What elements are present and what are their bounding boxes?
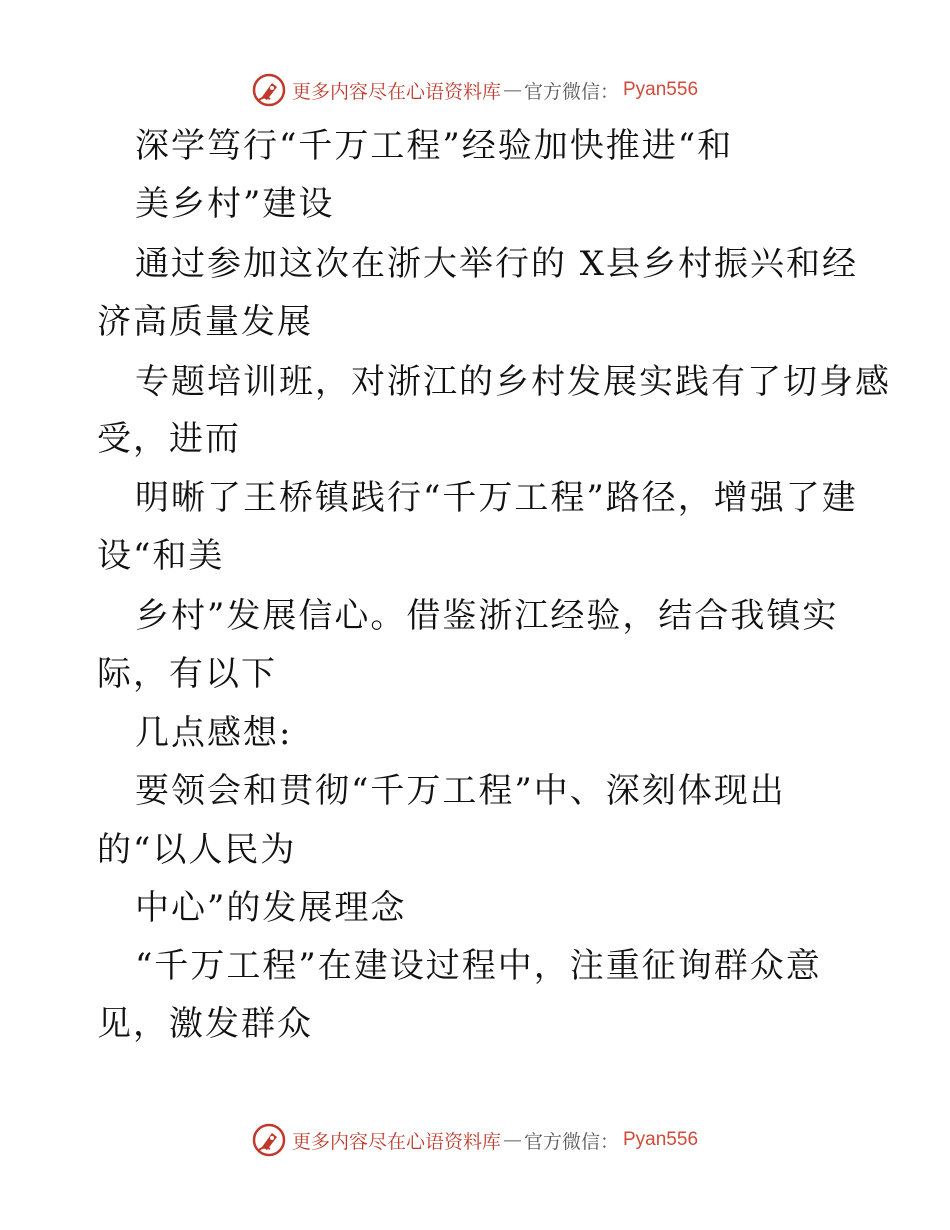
- body-line: 通过参加这次在浙大举行的 X县乡村振兴和经: [135, 244, 859, 284]
- body-line: 受，进而: [97, 419, 241, 459]
- body-line: “千万工程”在建设过程中，注重征询群众意: [135, 946, 822, 986]
- header-watermark: [0, 70, 950, 110]
- body-line: 乡村”发展信心。借鉴浙江经验，结合我镇实: [135, 596, 839, 636]
- watermark-official-label: 官方微信：: [523, 1130, 619, 1153]
- pen-nib-logo-icon: [252, 1123, 286, 1157]
- footer-watermark: [0, 1120, 950, 1160]
- body-line: 美乡村”建设: [135, 184, 335, 224]
- body-line: 要领会和贯彻“千万工程”中、深刻体现出: [135, 771, 786, 811]
- body-line: 的“以人民为: [97, 830, 297, 870]
- watermark-wechat-id: Pyan556: [623, 1129, 699, 1150]
- body-line: 设“和美: [97, 536, 225, 576]
- watermark-dash: —: [502, 1129, 522, 1151]
- body-line: 几点感想:: [135, 713, 293, 753]
- watermark-official-label: 官方微信：: [523, 80, 619, 103]
- watermark-main-text: 更多内容尽在心语资料库: [291, 1130, 501, 1153]
- body-line: 济高质量发展: [97, 302, 313, 342]
- body-line: 明晰了王桥镇践行“千万工程”路径，增强了建: [135, 478, 858, 518]
- body-line: 际，有以下: [97, 654, 277, 694]
- watermark-main-text: 更多内容尽在心语资料库: [291, 80, 501, 103]
- pen-nib-logo-icon: [252, 73, 286, 107]
- watermark-dash: —: [502, 79, 522, 101]
- watermark-wechat-id: Pyan556: [623, 79, 699, 100]
- body-line: 深学笃行“千万工程”经验加快推进“和: [135, 126, 734, 166]
- body-line: 专题培训班，对浙江的乡村发展实践有了切身感: [135, 362, 891, 402]
- body-line: 中心”的发展理念: [135, 888, 407, 928]
- body-line: 见，激发群众: [97, 1004, 313, 1044]
